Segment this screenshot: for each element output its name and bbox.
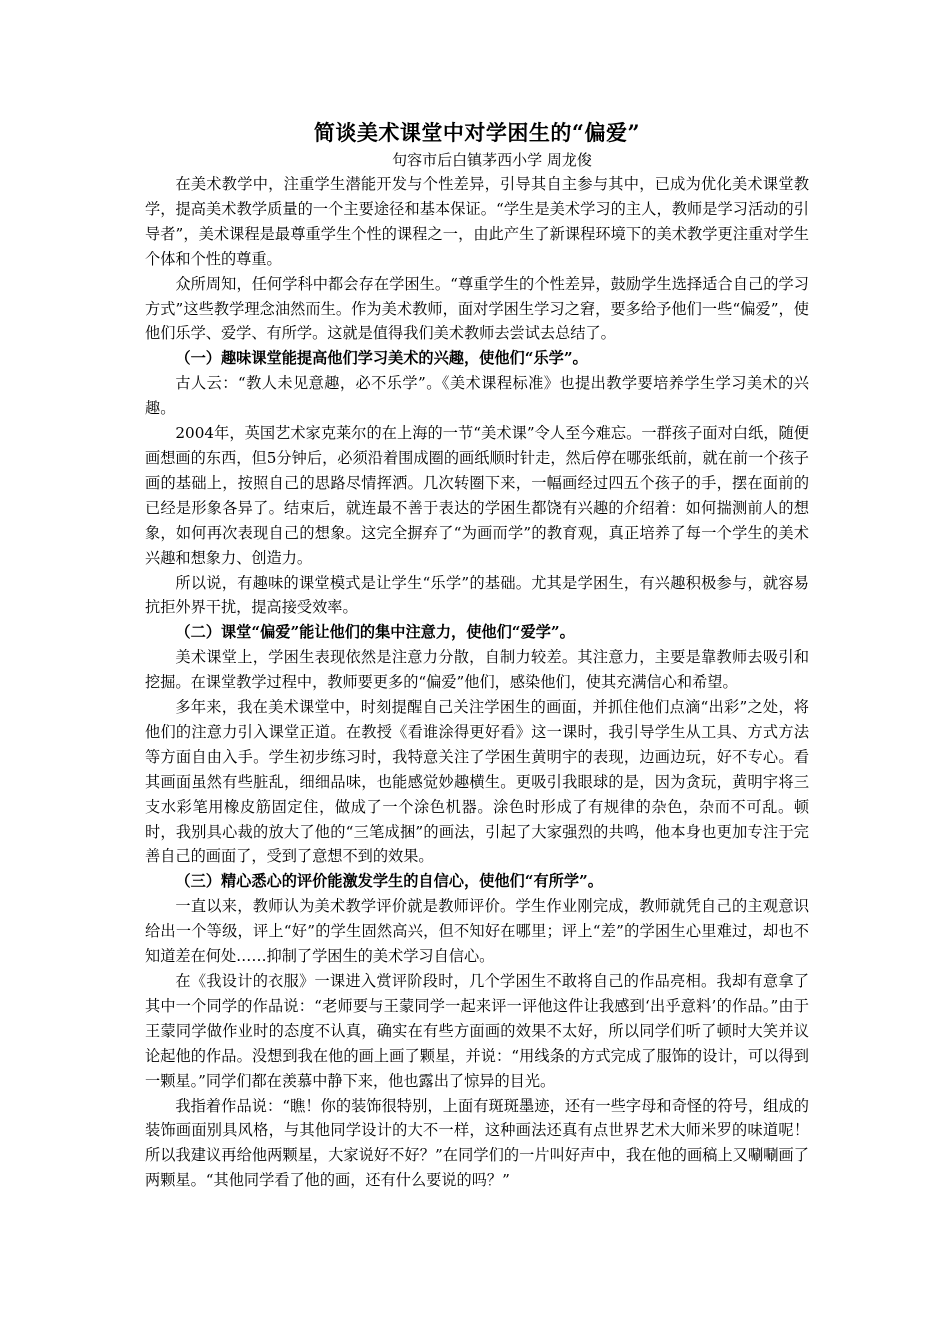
author-line: 句容市后白镇茅西小学 周龙俊	[392, 151, 592, 169]
paragraph: 美术课堂上，学困生表现依然是注意力分散，自制力较差。其注意力，主要是靠教师去吸引和挖掘。在课堂教学过程中，教师要更多的“偏爱”他们，感染他们，使其充满信心和希望。	[145, 648, 809, 692]
paragraph: 一直以来，教师认为美术教学评价就是教师评价。学生作业刚完成，教师就凭自己的主观意识给出一个等级，评上“好”的学生固然高兴，但不知好在哪里；评上“差”的学困生心里难过，却也不知道差在何处……抑制了学困生的美术学习自信心。	[145, 897, 809, 966]
paragraph: 在美术教学中，注重学生潜能开发与个性差异，引导其自主参与其中，已成为优化美术课堂教学，提高美术教学质量的一个主要途径和基本保证。“学生是美术学习的主人，教师是学习活动的引导者”，美术课程是最尊重学生个性的课程之一，由此产生了新课程环境下的美术教学更注重对学生个体和个性的尊重。	[145, 175, 809, 268]
paragraph: 古人云：“教人未见意趣，必不乐学”。《美术课程标准》也提出教学要培养学生学习美术的兴趣。	[145, 374, 809, 418]
paragraph: 我指着作品说：“瞧！你的装饰很特别，上面有斑斑墨迹，还有一些字母和奇怪的符号，组成的装饰画面别具风格，与其他同学设计的大不一样，这种画法还真有点世界艺术大师米罗的味道呢！所以我建议再给他两颗星，大家说好不好？”在同学们的一片叫好声中，我在他的画稿上又唰唰画了两颗星。“其他同学看了他的画，还有什么要说的吗？”	[145, 1096, 809, 1190]
document-title: 简谈美术课堂中对学困生的“偏爱”	[313, 120, 641, 145]
section-heading: （一）趣味课堂能提高他们学习美术的兴趣，使他们“乐学”。	[175, 349, 588, 368]
document-page	[145, 118, 809, 1193]
paragraph: 在《我设计的衣服》一课进入赏评阶段时，几个学困生不敢将自己的作品亮相。我却有意拿了其中一个同学的作品说：“老师要与王蒙同学一起来评一评他这件让我感到‘出乎意料’的作品。”由于王蒙同学做作业时的态度不认真，确实在有些方面画的效果不太好，所以同学们听了顿时大笑并议论起他的作品。没想到我在他的画上画了颗星，并说：“用线条的方式完成了服饰的设计，可以得到一颗星。”同学们都在羡慕中静下来，他也露出了惊异的目光。	[145, 972, 809, 1090]
document-body	[145, 172, 809, 1193]
section-heading: （二）课堂“偏爱”能让他们的集中注意力，使他们“爱学”。	[175, 623, 575, 642]
paragraph: 所以说，有趣味的课堂模式是让学生“乐学”的基础。尤其是学困生，有兴趣积极参与，就容易抗拒外界干扰，提高接受效率。	[145, 573, 809, 617]
paragraph: 众所周知，任何学科中都会存在学困生。“尊重学生的个性差异，鼓励学生选择适合自己的学习方式”这些教学理念油然而生。作为美术教师，面对学困生学习之窘，要多给予他们一些“偏爱”，使他们乐学、爱学、有所学。这就是值得我们美术教师去尝试去总结了。	[145, 274, 809, 343]
section-heading: （三）精心悉心的评价能激发学生的自信心，使他们“有所学”。	[175, 872, 603, 891]
paragraph: 2004年，英国艺术家克莱尔的在上海的一节“美术课”令人至今难忘。一群孩子面对白纸，随便画想画的东西，但5分钟后，必须沿着围成圈的画纸顺时针走，然后停在哪张纸前，就在前一个孩子画的基础上，按照自己的思路尽情挥洒。几次转圈下来，一幅画经过四五个孩子的手，摆在面前的已经是形象各异了。结束后，就连最不善于表达的学困生都饶有兴趣的介绍着：如何揣测前人的想象，如何再次表现自己的想象。这完全摒弃了“为画而学”的教育观，真正培养了每一个学生的美术兴趣和想象力、创造力。	[145, 424, 809, 567]
paragraph: 多年来，我在美术课堂中，时刻提醒自己关注学困生的画面，并抓住他们点滴“出彩”之处，将他们的注意力引入课堂正道。在教授《看谁涂得更好看》这一课时，我引导学生从工具、方式方法等方面自由入手。学生初步练习时，我特意关注了学困生黄明宇的表现，边画边玩，好不专心。看其画面虽然有些脏乱，细细品味，也能感觉妙趣横生。更吸引我眼球的是，因为贪玩，黄明宇将三支水彩笔用橡皮筋固定住，做成了一个涂色机器。涂色时形成了有规律的杂色，杂而不可乱。顿时，我别具心裁的放大了他的“三笔成捆”的画法，引起了大家强烈的共鸣，他本身也更加专注于完善自己的画面了，受到了意想不到的效果。	[145, 698, 809, 866]
